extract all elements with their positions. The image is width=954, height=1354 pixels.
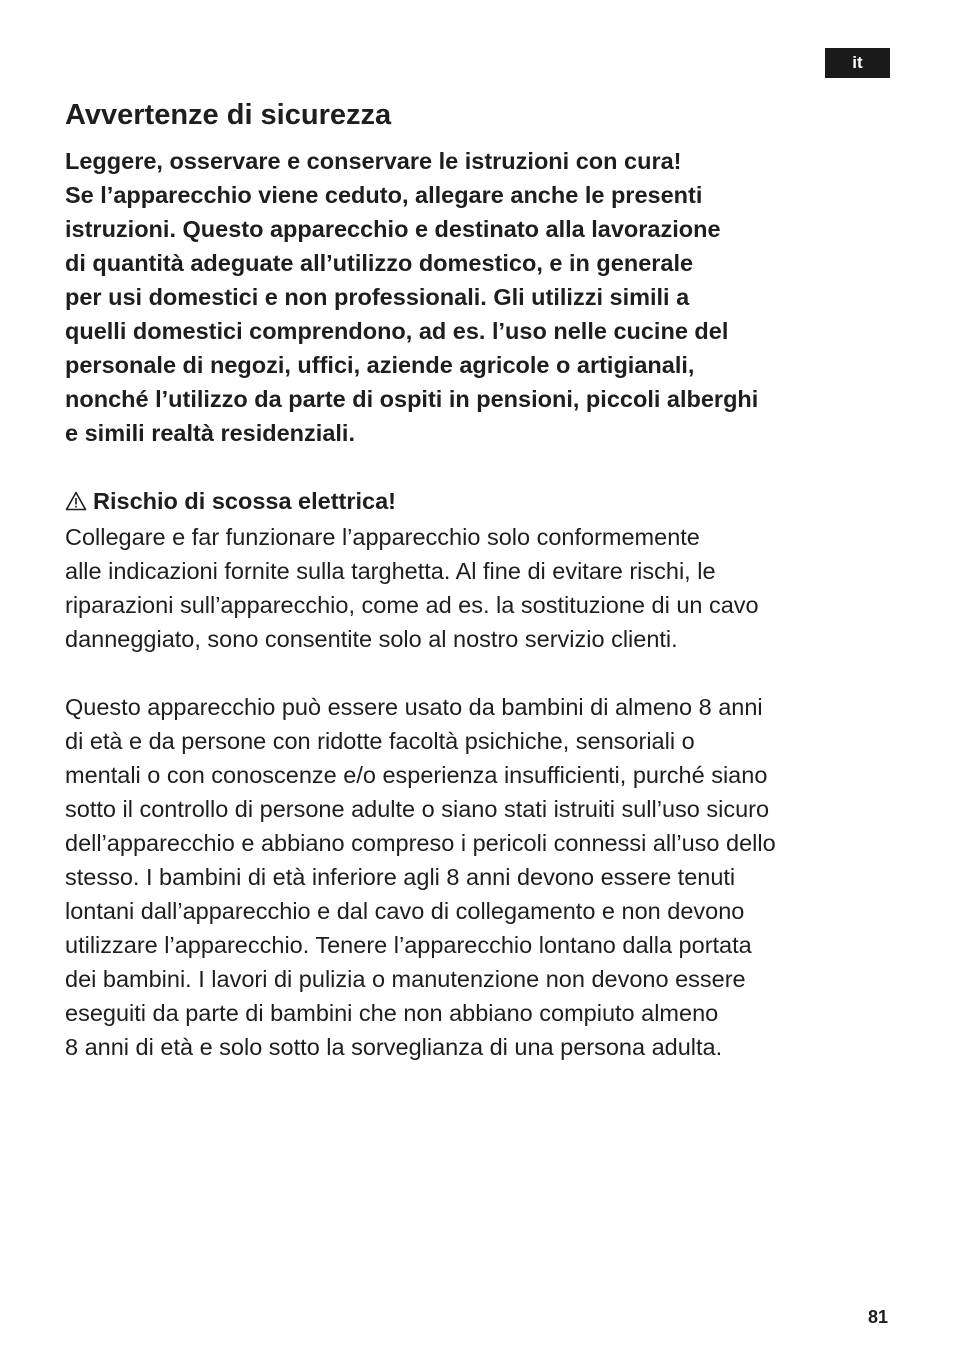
intro-line: Leggere, osservare e conservare le istruzioni con cura! bbox=[65, 148, 682, 174]
paragraph-line: eseguiti da parte di bambini che non abbiano compiuto almeno bbox=[65, 1000, 719, 1026]
children-paragraph bbox=[65, 690, 925, 1064]
paragraph-line: utilizzare l’apparecchio. Tenere l’apparecchio lontano dalla portata bbox=[65, 932, 752, 958]
paragraph-line: dell’apparecchio e abbiano compreso i pericoli connessi all’uso dello bbox=[65, 830, 776, 856]
paragraph-line: di età e da persone con ridotte facoltà psichiche, sensoriali o bbox=[65, 728, 695, 754]
section-title: Avvertenze di sicurezza bbox=[65, 99, 392, 131]
paragraph-line: Collegare e far funzionare l’apparecchio solo conformemente bbox=[65, 524, 700, 550]
paragraph-line: danneggiato, sono consentite solo al nostro servizio clienti. bbox=[65, 626, 678, 652]
warning-triangle-icon bbox=[65, 486, 87, 520]
page-number: 81 bbox=[867, 1307, 888, 1327]
intro-line: nonché l’utilizzo da parte di ospiti in pensioni, piccoli alberghi bbox=[65, 386, 759, 412]
intro-line: di quantità adeguate all’utilizzo domestico, e in generale bbox=[65, 250, 694, 276]
paragraph-line: dei bambini. I lavori di pulizia o manutenzione non devono essere bbox=[65, 966, 746, 992]
paragraph-line: sotto il controllo di persone adulte o siano stati istruiti sull’uso sicuro bbox=[65, 796, 770, 822]
paragraph-line: mentali o con conoscenze e/o esperienza insufficienti, purché siano bbox=[65, 762, 768, 788]
intro-line: quelli domestici comprendono, ad es. l’uso nelle cucine del bbox=[65, 318, 729, 344]
paragraph-line: riparazioni sull’apparecchio, come ad es. la sostituzione di un cavo bbox=[65, 592, 759, 618]
intro-line: e simili realtà residenziali. bbox=[65, 420, 355, 446]
paragraph-line: 8 anni di età e solo sotto la sorveglianza di una persona adulta. bbox=[65, 1034, 723, 1060]
page-content bbox=[65, 96, 925, 1064]
intro-paragraph bbox=[65, 144, 925, 450]
warning-heading-text: Rischio di scossa elettrica! bbox=[93, 488, 397, 514]
intro-line: personale di negozi, uffici, aziende agricole o artigianali, bbox=[65, 352, 695, 378]
intro-line: istruzioni. Questo apparecchio e destinato alla lavorazione bbox=[65, 216, 721, 242]
language-tab: it bbox=[825, 48, 890, 78]
intro-line: Se l’apparecchio viene ceduto, allegare anche le presenti bbox=[65, 182, 703, 208]
warning-heading bbox=[65, 484, 925, 520]
paragraph-line: stesso. I bambini di età inferiore agli 8 anni devono essere tenuti bbox=[65, 864, 736, 890]
intro-line: per usi domestici e non professionali. Gli utilizzi simili a bbox=[65, 284, 690, 310]
paragraph-line: lontani dall’apparecchio e dal cavo di collegamento e non devono bbox=[65, 898, 745, 924]
paragraph-line: alle indicazioni fornite sulla targhetta. Al fine di evitare rischi, le bbox=[65, 558, 716, 584]
paragraph-line: Questo apparecchio può essere usato da bambini di almeno 8 anni bbox=[65, 694, 763, 720]
electric-shock-paragraph bbox=[65, 520, 925, 656]
